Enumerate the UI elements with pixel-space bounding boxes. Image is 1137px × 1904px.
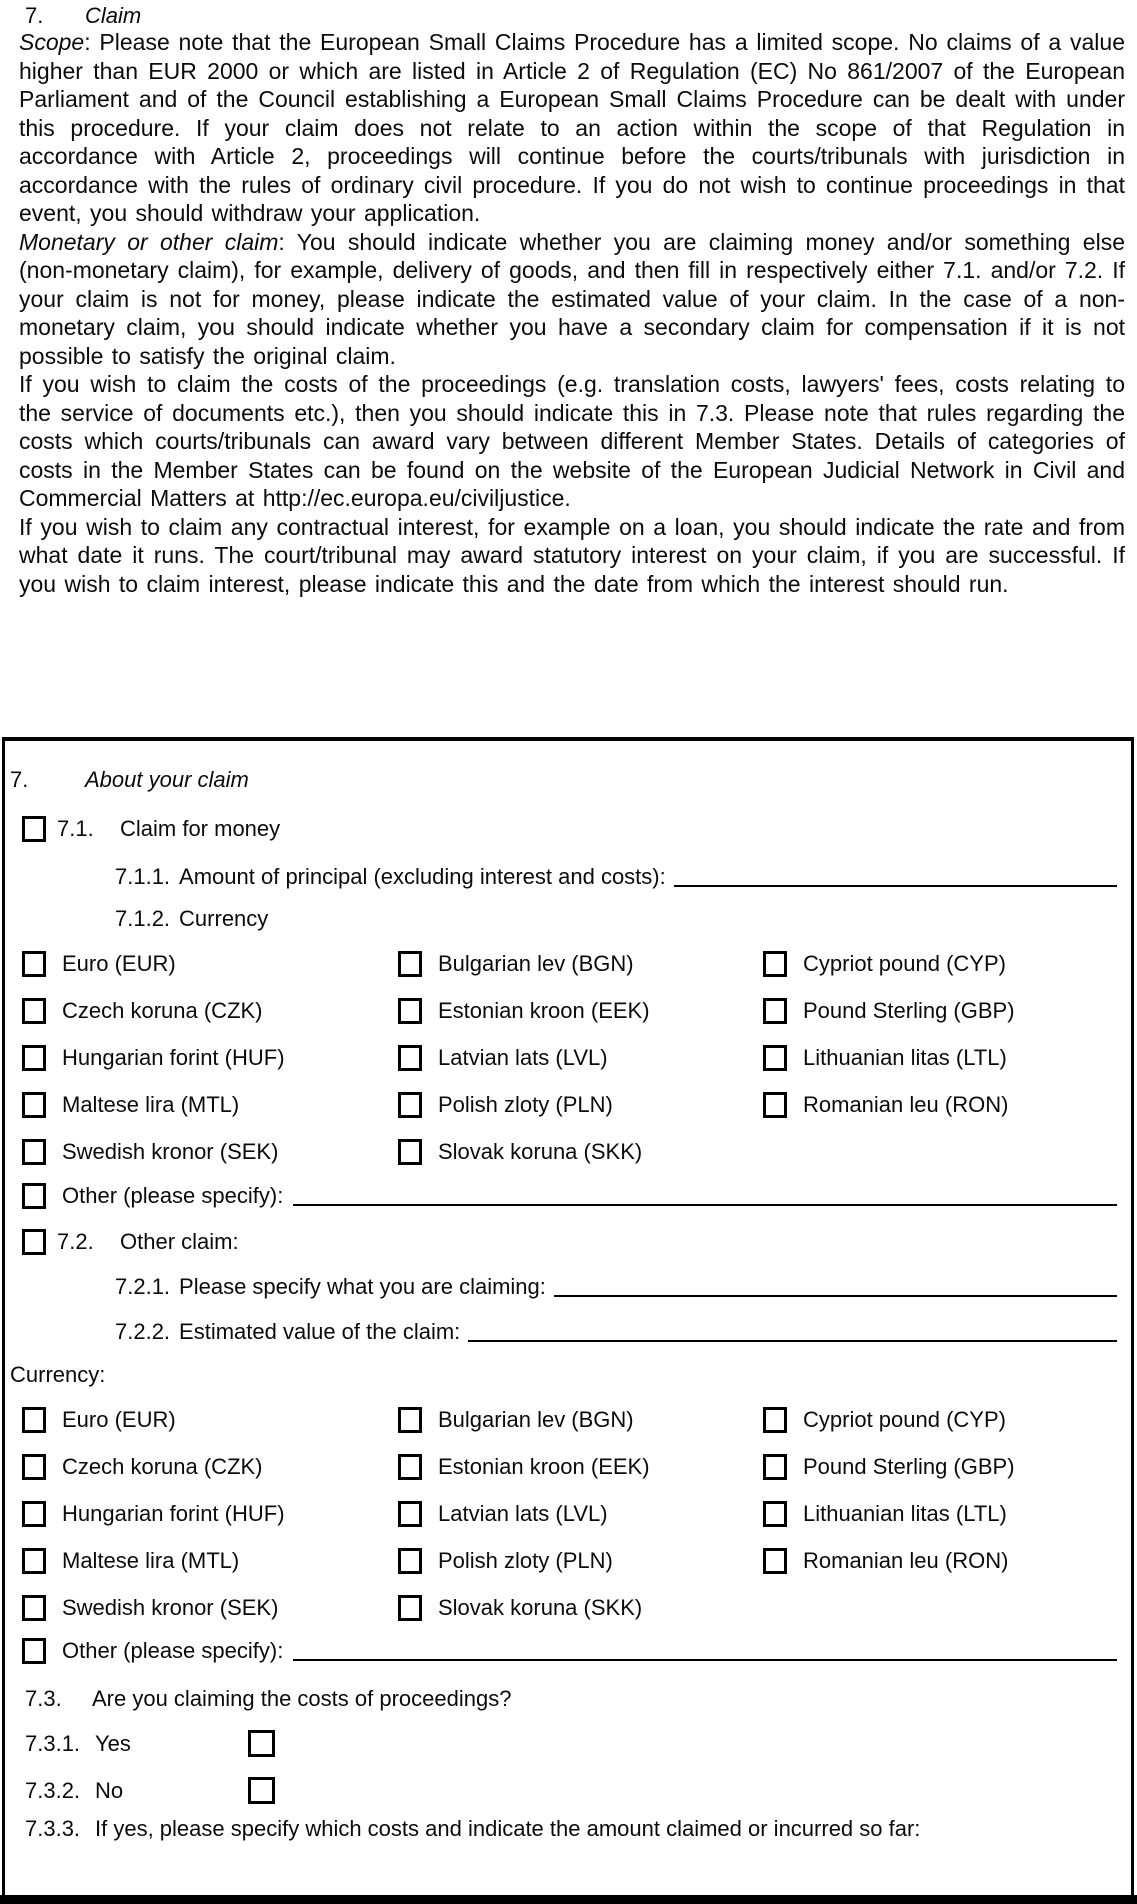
currency-checkbox[interactable] — [398, 1501, 422, 1527]
currency-option — [398, 1501, 763, 1527]
costs-paragraph: If you wish to claim the costs of the proceedings (e.g. translation costs, lawyers' fees, costs relating to the service of documents etc.), then you should indicate this in 7.3. Please note that rules regarding the costs which courts/tribunals can award vary between different Member States. Details of categories of costs in the Member States can be found on the website of the European Judicial Network in Civil and Commercial Matters at http://ec.europa.eu/civiljustice. — [19, 371, 1125, 511]
currency-option-label: Bulgarian lev (BGN) — [438, 1407, 634, 1432]
q7-2-label: Other claim: — [120, 1229, 239, 1254]
q7-2-row — [22, 1229, 1117, 1255]
currency-option — [763, 1501, 1117, 1527]
q7-3-2-row — [25, 1777, 1117, 1804]
currency-option — [763, 1407, 1117, 1433]
currency-option — [763, 1454, 1117, 1480]
currency-checkbox[interactable] — [398, 1595, 422, 1621]
currency-label-row — [10, 1362, 1117, 1388]
q7-2-number: 7.2. — [57, 1229, 94, 1254]
q7-1-1-row — [115, 864, 1117, 890]
currency-checkbox[interactable] — [763, 1407, 787, 1433]
q7-1-checkbox[interactable] — [22, 816, 46, 842]
q7-1-2-label: Currency — [179, 906, 269, 931]
q7-1-1-label: Amount of principal (excluding interest and costs): — [179, 864, 666, 889]
q7-1-number: 7.1. — [57, 816, 94, 841]
q7-3-number: 7.3. — [25, 1686, 62, 1711]
currency-option-label: Maltese lira (MTL) — [62, 1548, 240, 1573]
form-heading-number: 7. — [10, 767, 29, 792]
currency-option — [763, 951, 1117, 977]
q7-3-1-number: 7.3.1. — [25, 1730, 81, 1756]
currency-option — [398, 951, 763, 977]
page-cut-bar — [0, 1895, 1137, 1904]
q7-2-1-label: Please specify what you are claiming: — [179, 1274, 546, 1299]
other-currency-row-1 — [22, 1183, 1117, 1209]
scope-body: : Please note that the European Small Claims Procedure has a limited scope. No claims of a value higher than EUR 2000 or which are listed in Article 2 of Regulation (EC) No 861/2007 of the European Parliament and of the Council establishing a European Small Claims Procedure can be dealt with under this procedure. If your claim does not relate to an action within the scope of that Regulation in accordance with Article 2, proceedings will continue before the courts/tribunals with jurisdiction in accordance with the rules of ordinary civil procedure. If you do not wish to continue proceedings in that event, you should withdraw your application. — [19, 29, 1125, 226]
currency-checkbox[interactable] — [22, 1548, 46, 1574]
q7-3-3-row — [25, 1816, 1117, 1842]
currency-grid-2 — [22, 1407, 1117, 1621]
q7-3-label: Are you claiming the costs of proceedings? — [92, 1686, 512, 1711]
currency-option-label: Cypriot pound (CYP) — [803, 951, 1006, 976]
currency-checkbox[interactable] — [22, 1501, 46, 1527]
section-title-row — [25, 3, 1137, 28]
monetary-lead: Monetary or other claim — [19, 228, 279, 255]
currency-checkbox[interactable] — [22, 1454, 46, 1480]
currency-checkbox[interactable] — [763, 1454, 787, 1480]
currency-option-label: Czech koruna (CZK) — [62, 998, 263, 1023]
q7-2-checkbox[interactable] — [22, 1229, 46, 1255]
form-heading — [10, 767, 1117, 793]
other-currency-label: Other (please specify): — [62, 1638, 284, 1663]
currency-option — [763, 1045, 1117, 1071]
amount-of-principal-input-line[interactable] — [674, 868, 1117, 887]
currency-checkbox[interactable] — [22, 951, 46, 977]
q7-1-row — [22, 816, 1117, 842]
other-currency-input-line[interactable] — [293, 1187, 1117, 1206]
currency-checkbox[interactable] — [763, 1548, 787, 1574]
currency-option — [398, 1045, 763, 1071]
currency-option-label: Lithuanian litas (LTL) — [803, 1045, 1007, 1070]
currency-checkbox[interactable] — [22, 1595, 46, 1621]
monetary-paragraph — [19, 228, 1125, 371]
currency-checkbox[interactable] — [22, 1045, 46, 1071]
currency-option-label: Estonian kroon (EEK) — [438, 1454, 650, 1479]
currency-option-label: Euro (EUR) — [62, 1407, 176, 1432]
currency-option — [763, 1548, 1117, 1574]
currency-checkbox[interactable] — [398, 998, 422, 1024]
currency-option-label: Polish zloty (PLN) — [438, 1548, 613, 1573]
currency-option-label: Latvian lats (LVL) — [438, 1045, 608, 1070]
currency-option-label: Pound Sterling (GBP) — [803, 1454, 1015, 1479]
currency-option-label: Swedish kronor (SEK) — [62, 1595, 279, 1620]
currency-option-label: Slovak koruna (SKK) — [438, 1139, 643, 1164]
currency-option — [398, 1548, 763, 1574]
currency-option-label: Estonian kroon (EEK) — [438, 998, 650, 1023]
currency-checkbox[interactable] — [763, 951, 787, 977]
currency-option-label: Euro (EUR) — [62, 951, 176, 976]
claiming-what-input-line[interactable] — [554, 1278, 1117, 1297]
scope-lead: Scope — [19, 29, 85, 55]
currency-option-label: Czech koruna (CZK) — [62, 1454, 263, 1479]
currency-option — [22, 998, 398, 1024]
currency-option-label: Maltese lira (MTL) — [62, 1092, 240, 1117]
monetary-body: : You should indicate whether you are claiming money and/or something else (non-monetary claim), for example, delivery of goods, and then fill in respectively either 7.1. and/or 7.2. If your claim is not for money, please indicate the estimated value of your claim. In the case of a non-monetary claim, you should indicate whether you have a secondary claim for compensation if it is not possible to satisfy the original claim. — [19, 228, 1125, 369]
currency-checkbox[interactable] — [22, 1092, 46, 1118]
currency-checkbox[interactable] — [398, 1407, 422, 1433]
currency-checkbox[interactable] — [22, 1407, 46, 1433]
currency-checkbox[interactable] — [763, 1501, 787, 1527]
about-your-claim-box — [2, 737, 1134, 1904]
currency-checkbox[interactable] — [763, 1045, 787, 1071]
currency-option — [398, 1595, 763, 1621]
currency-option — [398, 1454, 763, 1480]
other-currency-checkbox[interactable] — [22, 1638, 46, 1664]
scope-paragraph — [19, 28, 1125, 228]
currency-option — [22, 1139, 398, 1165]
q7-3-2-label: No — [95, 1777, 124, 1803]
currency-option — [22, 1092, 398, 1118]
no-checkbox[interactable] — [248, 1777, 275, 1804]
currency-option-label: Romanian leu (RON) — [803, 1548, 1009, 1573]
other-currency-row-2 — [22, 1638, 1117, 1664]
currency-option — [22, 1501, 398, 1527]
q7-1-2-row — [115, 906, 1117, 932]
q7-3-row — [25, 1686, 1117, 1712]
section-number: 7. — [25, 3, 44, 28]
currency-option — [398, 998, 763, 1024]
currency-option — [398, 1407, 763, 1433]
interest-paragraph: If you wish to claim any contractual interest, for example on a loan, you should indicate the rate and from what date it runs. The court/tribunal may award statutory interest on your claim, if you are successful. If you wish to claim interest, please indicate this and the date from which the interest should run. — [19, 513, 1125, 597]
currency-option-label: Slovak koruna (SKK) — [438, 1595, 643, 1620]
currency-checkbox[interactable] — [398, 951, 422, 977]
currency-checkbox[interactable] — [398, 1139, 422, 1165]
q7-3-3-number: 7.3.3. — [25, 1816, 81, 1841]
q7-1-2-number: 7.1.2. — [115, 906, 171, 931]
yes-checkbox[interactable] — [248, 1730, 275, 1757]
q7-2-2-number: 7.2.2. — [115, 1319, 171, 1344]
currency-checkbox[interactable] — [398, 1454, 422, 1480]
q7-3-1-label: Yes — [95, 1730, 131, 1756]
other-currency-checkbox[interactable] — [22, 1183, 46, 1209]
currency-checkbox[interactable] — [763, 998, 787, 1024]
q7-2-2-row — [115, 1319, 1117, 1345]
currency-option-label: Latvian lats (LVL) — [438, 1501, 608, 1526]
currency-option — [22, 1407, 398, 1433]
currency-option-label: Hungarian forint (HUF) — [62, 1501, 285, 1526]
currency-option — [22, 951, 398, 977]
currency-label: Currency: — [10, 1362, 106, 1387]
currency-option — [22, 1548, 398, 1574]
currency-checkbox[interactable] — [398, 1045, 422, 1071]
currency-option — [22, 1595, 398, 1621]
currency-checkbox[interactable] — [22, 998, 46, 1024]
currency-option-label: Bulgarian lev (BGN) — [438, 951, 634, 976]
currency-option-label: Hungarian forint (HUF) — [62, 1045, 285, 1070]
currency-option-label: Cypriot pound (CYP) — [803, 1407, 1006, 1432]
section-title: Claim — [85, 3, 142, 28]
currency-option — [763, 998, 1117, 1024]
currency-option-label: Lithuanian litas (LTL) — [803, 1501, 1007, 1526]
estimated-value-input-line[interactable] — [468, 1323, 1117, 1342]
currency-grid-1 — [22, 951, 1117, 1165]
currency-option-label: Romanian leu (RON) — [803, 1092, 1009, 1117]
q7-3-3-label: If yes, please specify which costs and indicate the amount claimed or incurred so far: — [95, 1816, 921, 1841]
q7-3-1-row — [25, 1730, 1117, 1757]
currency-checkbox[interactable] — [398, 1092, 422, 1118]
q7-1-label: Claim for money — [120, 816, 281, 841]
q7-3-2-number: 7.3.2. — [25, 1777, 81, 1803]
currency-option — [22, 1045, 398, 1071]
currency-checkbox[interactable] — [398, 1548, 422, 1574]
currency-option-label: Pound Sterling (GBP) — [803, 998, 1015, 1023]
currency-option — [763, 1092, 1117, 1118]
q7-2-1-number: 7.2.1. — [115, 1274, 171, 1299]
q7-2-1-row — [115, 1274, 1117, 1300]
q7-2-2-label: Estimated value of the claim: — [179, 1319, 461, 1344]
currency-option — [398, 1092, 763, 1118]
q7-1-1-number: 7.1.1. — [115, 864, 171, 889]
form-heading-title: About your claim — [85, 767, 249, 792]
currency-checkbox[interactable] — [22, 1139, 46, 1165]
currency-option-label: Swedish kronor (SEK) — [62, 1139, 279, 1164]
other-currency-input-line[interactable] — [293, 1642, 1117, 1661]
other-currency-label: Other (please specify): — [62, 1183, 284, 1208]
currency-option — [22, 1454, 398, 1480]
currency-option-label: Polish zloty (PLN) — [438, 1092, 613, 1117]
currency-option — [398, 1139, 763, 1165]
currency-checkbox[interactable] — [763, 1092, 787, 1118]
